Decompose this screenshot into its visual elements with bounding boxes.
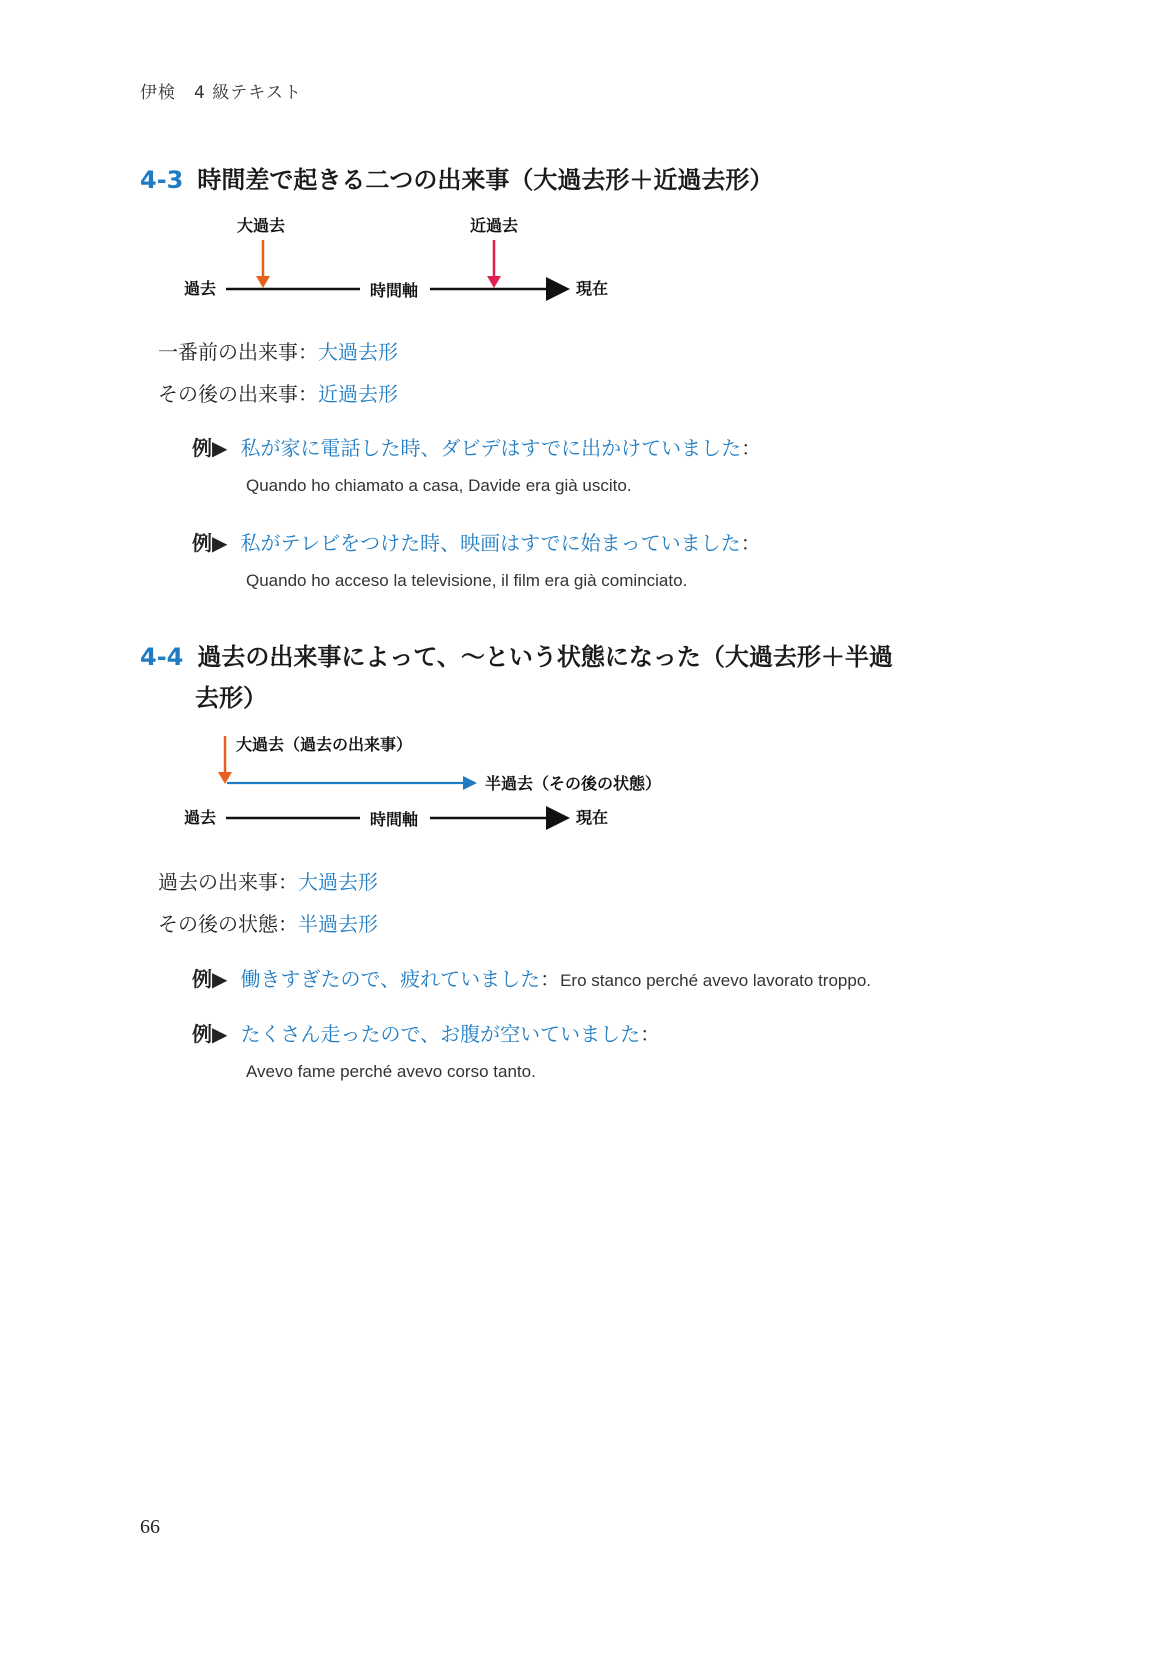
- example-sentence: [192, 1018, 660, 1047]
- example-italian: Quando ho acceso la televisione, il film era già cominciato.: [246, 571, 688, 590]
- label-past: 過去: [184, 279, 217, 298]
- axis-arrow-head: [546, 806, 570, 830]
- label-present: 現在: [576, 808, 609, 827]
- section-number: 4-4: [140, 643, 184, 671]
- example-italian: Avevo fame perché avevo corso tanto.: [246, 1062, 536, 1081]
- definition-line-subsequent-state: [158, 908, 378, 937]
- definition-line-past-event: [158, 866, 378, 895]
- example-italian: Ero stanco perché avevo lavorato troppo.: [560, 971, 871, 990]
- example-label: 例▶: [192, 1022, 228, 1046]
- kinkako-arrow-head: [487, 276, 501, 288]
- section-title-4-4: [140, 637, 893, 672]
- timeline-diagram-4-4: [180, 730, 680, 844]
- definition-prefix: 一番前の出来事：: [158, 340, 318, 364]
- example-japanese: 私がテレビをつけた時、映画はすでに始まっていました: [240, 531, 741, 555]
- hankako-arrow-head: [463, 776, 477, 790]
- example-sentence: [192, 527, 761, 556]
- example-colon: ：: [640, 1022, 661, 1046]
- section-title-4-3: [140, 160, 773, 195]
- example-sentence: [192, 963, 871, 992]
- definition-value: 大過去形: [318, 340, 398, 364]
- label-daikako: 大過去（過去の出来事）: [236, 735, 413, 754]
- daikako-arrow-head: [256, 276, 270, 288]
- example-label: 例▶: [192, 967, 228, 991]
- timeline-diagram-4-3: [180, 212, 640, 316]
- example-italian: Quando ho chiamato a casa, Davide era già uscito.: [246, 476, 632, 495]
- label-kinkako: 近過去: [470, 216, 519, 235]
- label-axis: 時間軸: [370, 810, 419, 829]
- example-colon: ：: [740, 531, 761, 555]
- label-hankako: 半過去（その後の状態）: [485, 774, 662, 793]
- page-number: 66: [140, 1516, 160, 1538]
- label-axis: 時間軸: [370, 281, 419, 300]
- definition-value: 半過去形: [298, 912, 378, 936]
- label-daikako: 大過去: [237, 216, 286, 235]
- section-title-4-4-continued: 去形）: [195, 684, 267, 712]
- example-label: 例▶: [192, 436, 228, 460]
- section-number: 4-3: [140, 166, 184, 194]
- example-japanese: 私が家に電話した時、ダビデはすでに出かけていました: [240, 436, 742, 460]
- example-label: 例▶: [192, 531, 228, 555]
- example-sentence: [192, 432, 761, 461]
- example-colon: ：: [741, 436, 762, 460]
- running-head: 伊検 4 級テキスト: [140, 83, 302, 103]
- section-title-text: 時間差で起きる二つの出来事（大過去形＋近過去形）: [197, 166, 774, 194]
- definition-value: 近過去形: [318, 382, 398, 406]
- definition-prefix: その後の状態：: [158, 912, 298, 936]
- section-title-text: 過去の出来事によって、～という状態になった（大過去形＋半過: [197, 643, 893, 671]
- axis-arrow-head: [546, 277, 570, 301]
- definition-value: 大過去形: [298, 870, 378, 894]
- example-japanese: 働きすぎたので、疲れていました: [240, 967, 541, 991]
- example-colon: ：: [540, 967, 561, 991]
- definition-prefix: 過去の出来事：: [158, 870, 298, 894]
- definition-line-first-event: [158, 336, 398, 365]
- label-present: 現在: [576, 279, 609, 298]
- label-past: 過去: [184, 808, 217, 827]
- definition-prefix: その後の出来事：: [158, 382, 318, 406]
- example-japanese: たくさん走ったので、お腹が空いていました: [240, 1022, 641, 1046]
- definition-line-next-event: [158, 378, 398, 407]
